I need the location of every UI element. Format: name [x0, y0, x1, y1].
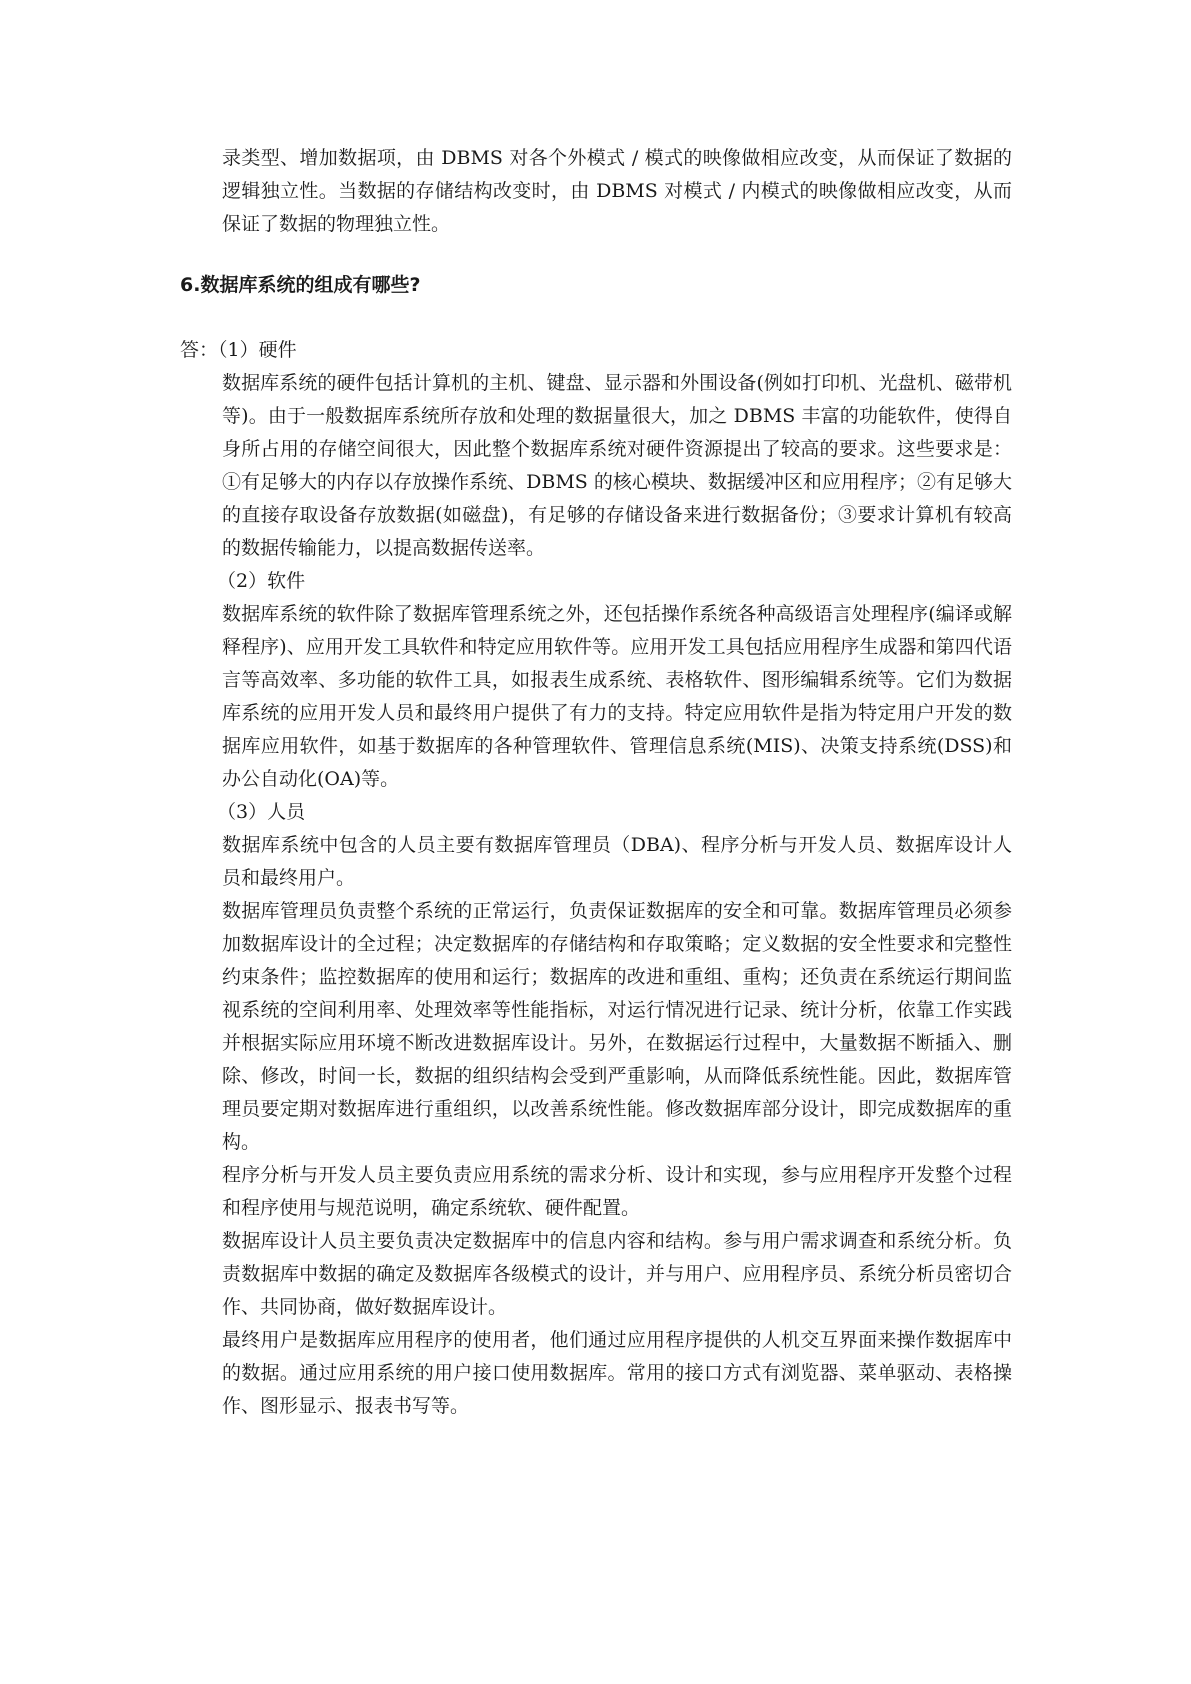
software-heading: （2）软件 — [217, 570, 306, 592]
personnel-paragraph-2: 数据库管理员负责整个系统的正常运行，负责保证数据库的安全和可靠。数据库管理员必须参加数据库设计的全过程；决定数据库的存储结构和存取策略；定义数据的安全性要求和完整性约束条件；监控数据库的使用和运行；数据库的改进和重组、重构；还负责在系统运行期间监视系统的空间利用率、处理效率等性能指标，对运行情况进行记录、统计分析，依靠工作实践并根据实际应用环境不断改进数据库设计。另外，在数据运行过程中，大量数据不断插入、删除、修改，时间一长，数据的组织结构会受到严重影响，从而降低系统性能。因此，数据库管理员要定期对数据库进行重组织，以改善系统性能。修改数据库部分设计，即完成数据库的重构。 — [222, 900, 1012, 1153]
personnel-paragraph-5: 最终用户是数据库应用程序的使用者，他们通过应用程序提供的人机交互界面来操作数据库中的数据。通过应用系统的用户接口使用数据库。常用的接口方式有浏览器、菜单驱动、表格操作、图形显示、报表书写等。 — [222, 1329, 1012, 1417]
personnel-paragraph-3: 程序分析与开发人员主要负责应用系统的需求分析、设计和实现，参与应用程序开发整个过程和程序使用与规范说明，确定系统软、硬件配置。 — [222, 1164, 1012, 1219]
personnel-heading: （3）人员 — [217, 801, 306, 823]
software-paragraph: 数据库系统的软件除了数据库管理系统之外，还包括操作系统各种高级语言处理程序(编译或解释程序)、应用开发工具软件和特定应用软件等。应用开发工具包括应用程序生成器和第四代语言等高效率、多功能的软件工具，如报表生成系统、表格软件、图形编辑系统等。它们为数据库系统的应用开发人员和最终用户提供了有力的支持。特定应用软件是指为特定用户开发的数据库应用软件，如基于数据库的各种管理软件、管理信息系统(MIS)、决策支持系统(DSS)和办公自动化(OA)等。 — [222, 603, 1012, 790]
intro-paragraph: 录类型、增加数据项，由 DBMS 对各个外模式 / 模式的映像做相应改变，从而保证了数据的逻辑独立性。当数据的存储结构改变时，由 DBMS 对模式 / 内模式的映像做相应改变，从而保证了数据的物理独立性。 — [222, 147, 1012, 235]
personnel-paragraph-1: 数据库系统中包含的人员主要有数据库管理员（DBA)、程序分析与开发人员、数据库设计人员和最终用户。 — [222, 834, 1012, 889]
personnel-paragraph-4: 数据库设计人员主要负责决定数据库中的信息内容和结构。参与用户需求调查和系统分析。负责数据库中数据的确定及数据库各级模式的设计，并与用户、应用程序员、系统分析员密切合作、共同协商，做好数据库设计。 — [222, 1230, 1012, 1318]
question-heading: 6.数据库系统的组成有哪些? — [180, 274, 421, 296]
answer-hardware-heading: 答：（1）硬件 — [180, 339, 297, 361]
hardware-paragraph: 数据库系统的硬件包括计算机的主机、键盘、显示器和外围设备(例如打印机、光盘机、磁带机等)。由于一般数据库系统所存放和处理的数据量很大，加之 DBMS 丰富的功能软件，使得自身所占用的存储空间很大，因此整个数据库系统对硬件资源提出了较高的要求。这些要求是：①有足够大的内存以存放操作系统、DBMS 的核心模块、数据缓冲区和应用程序；②有足够大的直接存取设备存放数据(如磁盘)，有足够的存储设备来进行数据备份；③要求计算机有较高的数据传输能力，以提高数据传送率。 — [222, 372, 1012, 559]
